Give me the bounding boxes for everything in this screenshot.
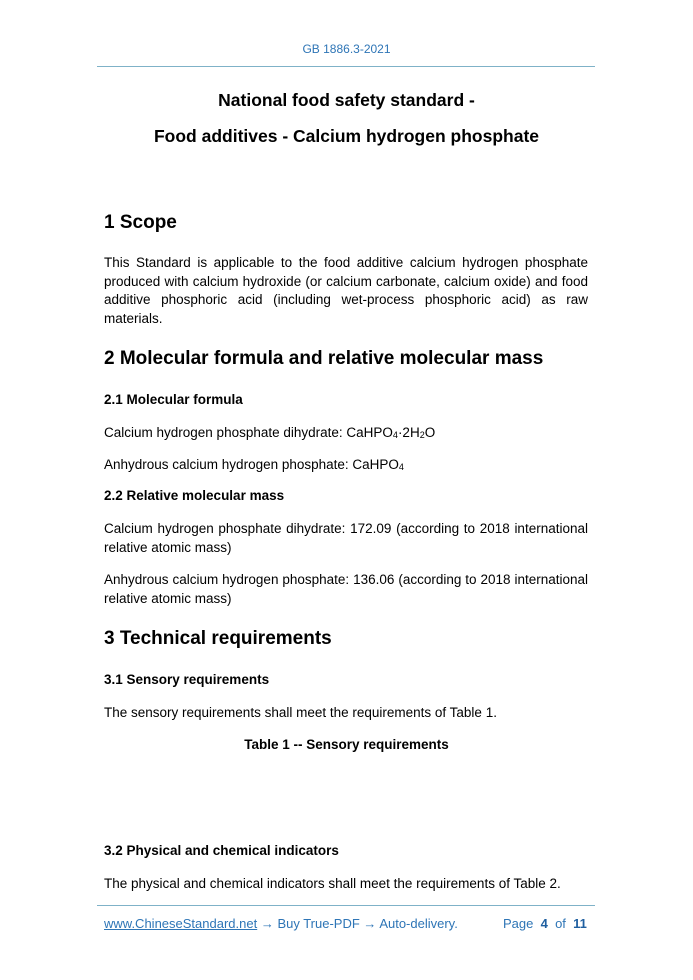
dihydrate-formula-label: Calcium hydrogen phosphate dihydrate:	[104, 425, 347, 440]
anhydrous-mass-paragraph: Anhydrous calcium hydrogen phosphate: 136.06 (according to 2018 international relative atomic mass)	[104, 572, 588, 606]
of-word: of	[555, 916, 566, 931]
section-3-1-heading: 3.1 Sensory requirements	[104, 672, 270, 687]
page-indicator	[503, 916, 587, 931]
document-title-line1: National food safety standard -	[218, 90, 475, 110]
section-3-1-paragraph: The sensory requirements shall meet the requirements of Table 1.	[104, 705, 497, 720]
section-1-heading: 1 Scope	[104, 212, 177, 233]
site-link[interactable]: www.ChineseStandard.net	[104, 916, 258, 931]
anhydrous-formula-label: Anhydrous calcium hydrogen phosphate:	[104, 457, 353, 472]
page-number: 4	[540, 916, 548, 931]
section-1-paragraph: This Standard is applicable to the food additive calcium hydrogen phosphate produced with calcium hydroxide (or calcium carbonate, calcium oxide) and food additive phosphoric acid (including wet-process phosphoric acid) as raw materials.	[104, 255, 588, 326]
anhydrous-formula-line	[104, 457, 404, 472]
table-1-caption: Table 1 -- Sensory requirements	[244, 737, 449, 752]
footer-promo	[104, 916, 458, 931]
anhydrous-formula: CaHPO$_4$	[352, 457, 404, 472]
header-divider	[97, 66, 595, 67]
dihydrate-mass-paragraph: Calcium hydrogen phosphate dihydrate: 172.09 (according to 2018 international relative atomic mass)	[104, 521, 588, 555]
section-3-heading: 3 Technical requirements	[104, 628, 332, 649]
section-3-2-paragraph: The physical and chemical indicators shall meet the requirements of Table 2.	[104, 876, 561, 891]
section-2-2-heading: 2.2 Relative molecular mass	[104, 488, 285, 503]
footer-divider	[97, 905, 595, 906]
page-word: Page	[503, 916, 534, 931]
arrow-right-icon: →	[257, 916, 278, 931]
dihydrate-formula-line	[104, 425, 435, 440]
document-title-line2: Food additives - Calcium hydrogen phosphate	[153, 126, 540, 146]
section-2-heading: 2 Molecular formula and relative molecular mass	[104, 348, 544, 369]
header-standard-number: GB 1886.3-2021	[302, 42, 391, 56]
page-total: 11	[573, 916, 587, 931]
dihydrate-formula: $CaHPO_4\cdot 2H_2O$	[346, 425, 436, 440]
section-2-1-heading: 2.1 Molecular formula	[104, 392, 243, 407]
buy-pdf-text: Buy True-PDF	[277, 916, 360, 931]
section-3-2-heading: 3.2 Physical and chemical indicators	[104, 843, 339, 858]
arrow-right-icon: →	[359, 916, 380, 931]
delivery-text: Auto-delivery.	[379, 916, 458, 931]
